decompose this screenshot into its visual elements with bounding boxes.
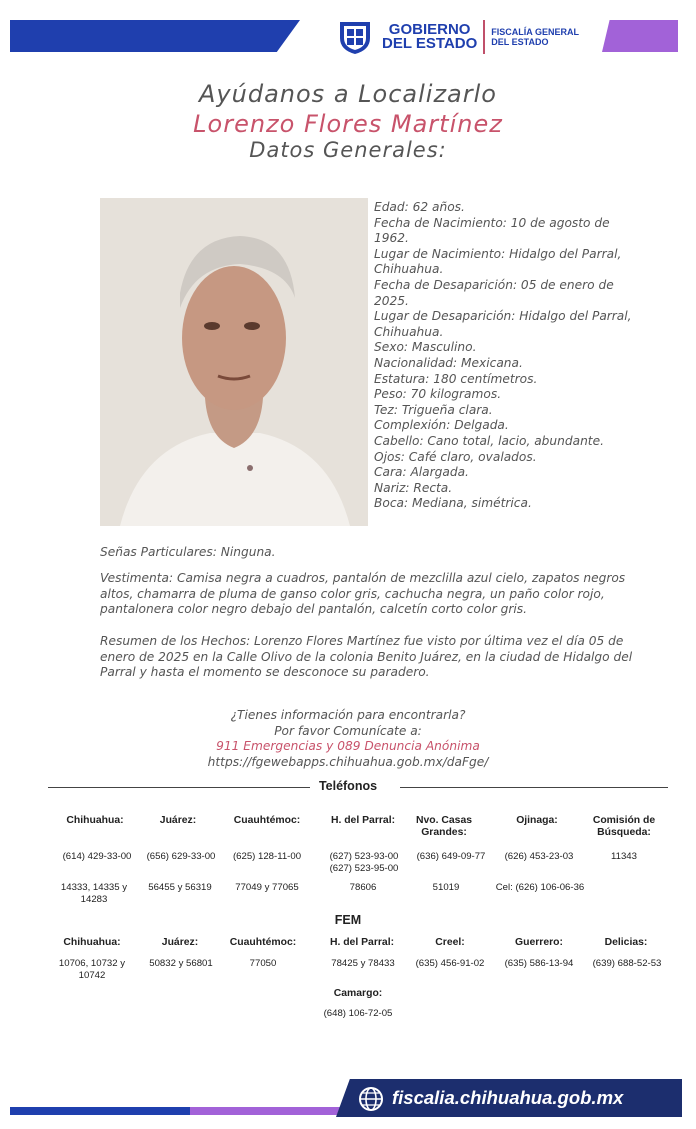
detail-line: Nacionalidad: Mexicana. [374, 355, 523, 370]
detail-line: 1962. [374, 231, 409, 246]
fiscalia-label [491, 27, 579, 47]
person-photo-illustration [100, 198, 368, 526]
fiscalia-website-link[interactable]: fiscalia.chihuahua.gob.mx [392, 1087, 624, 1108]
gov-line1: GOBIERNO [388, 21, 471, 38]
fem-val-camargo: (648) 106-72-05 [323, 1008, 393, 1019]
tel-head-comision-busqueda: Comisión de Búsqueda: [592, 815, 656, 838]
detail-line: Complexión: Delgada. [374, 418, 509, 433]
section-title: Datos Generales: [249, 138, 447, 162]
detail-line: Tez: Trigueña clara. [374, 402, 493, 417]
resumen-line: Parral y hasta el momento se desconoce su paradero. [100, 665, 430, 680]
footer-purple-strip [190, 1107, 340, 1115]
fem-head-chihuahua: Chihuahua: [63, 937, 121, 948]
page-title: Ayúdanos a Localizarlo [199, 80, 497, 108]
resumen-hechos [100, 634, 640, 681]
tel-ext-ojinaga: Cel: (626) 106-06-36 [495, 882, 585, 893]
gov-line2: DEL ESTADO [382, 35, 478, 52]
tel-head-chihuahua: Chihuahua: [66, 815, 124, 826]
state-shield-icon [336, 18, 374, 56]
detail-line: Lugar de Desaparición: Hidalgo del Parral, [374, 309, 632, 324]
fem-head-guerrero: Guerrero: [515, 937, 563, 948]
tel-head-ojinaga: Ojinaga: [516, 815, 558, 826]
tel-phone-ojinaga: (626) 453-23-03 [504, 851, 574, 862]
fem-head-cuauhtemoc: Cuauhtémoc: [229, 937, 297, 948]
detail-line: Peso: 70 kilogramos. [374, 387, 502, 402]
fem-head-camargo: Camargo: [333, 988, 383, 999]
missing-person-name: Lorenzo Flores Martínez [193, 110, 503, 138]
fem-val-chihuahua: 10706, 10732 y 10742 [58, 958, 126, 981]
vestimenta-line: altos, chamarra de pluma de ganso color gris, cachucha negra, un paño color rojo, [100, 586, 605, 601]
fem-val-cuauhtemoc: 77050 [249, 958, 277, 969]
fem-val-juarez: 50832 y 56801 [149, 958, 213, 969]
fem-head-creel: Creel: [435, 937, 465, 948]
tel-ext-cuauhtemoc: 77049 y 77065 [235, 882, 299, 893]
contact-question: ¿Tienes información para encontrarla? [230, 708, 466, 722]
detail-line: Nariz: Recta. [374, 480, 453, 495]
fiscalia-line2: DEL ESTADO [491, 37, 549, 47]
tel-phone-chihuahua: (614) 429-33-00 [62, 851, 132, 862]
tel-phone-nvo-casas-grandes: (636) 649-09-77 [416, 851, 486, 862]
tel-phone-comision-busqueda: 11343 [611, 851, 637, 862]
detail-line: Cabello: Cano total, lacio, abundante. [374, 433, 604, 448]
detail-line: Chihuahua. [374, 262, 444, 277]
fem-val-delicias: (639) 688-52-53 [592, 958, 662, 969]
tel-ext-nvo-casas-grandes: 51019 [432, 882, 460, 893]
general-details [374, 200, 644, 512]
contact-please: Por favor Comunícate a: [274, 723, 422, 738]
gobierno-label [382, 23, 477, 51]
telefonos-title: Teléfonos [318, 779, 378, 793]
tel-head-nvo-casas-grandes: Nvo. Casas Grandes: [415, 815, 473, 838]
tel-phone-parral: (627) 523-93-00 (627) 523-95-00 [329, 851, 399, 874]
detail-line: Boca: Mediana, simétrica. [374, 496, 532, 511]
contact-section [0, 708, 696, 770]
logo-separator [483, 20, 485, 54]
tel-ext-parral: 78606 [349, 882, 377, 893]
tel-head-parral: H. del Parral: [330, 815, 396, 826]
detail-line: Sexo: Masculino. [374, 340, 477, 355]
emergency-numbers: 911 Emergencias y 089 Denuncia Anónima [216, 739, 480, 754]
detail-line: 2025. [374, 293, 409, 308]
fem-val-guerrero: (635) 586-13-94 [504, 958, 574, 969]
detail-line: Cara: Alargada. [374, 465, 469, 480]
detail-line: Chihuahua. [374, 324, 444, 339]
detail-line: Fecha de Desaparición: 05 de enero de [374, 277, 614, 292]
header-purple-bar [602, 20, 678, 52]
fem-head-parral: H. del Parral: [329, 937, 395, 948]
report-url-link[interactable]: https://fgewebapps.chihuahua.gob.mx/daFge/ [207, 754, 489, 769]
tel-ext-chihuahua: 14333, 14335 y 14283 [60, 882, 128, 905]
detail-line: Fecha de Nacimiento: 10 de agosto de [374, 215, 610, 230]
fem-head-delicias: Delicias: [604, 937, 648, 948]
tel-head-juarez: Juárez: [159, 815, 197, 826]
person-photo [100, 198, 368, 526]
globe-icon [358, 1086, 384, 1112]
fem-val-parral: 78425 y 78433 [331, 958, 395, 969]
fem-val-creel: (635) 456-91-02 [415, 958, 485, 969]
detail-line: Estatura: 180 centímetros. [374, 371, 538, 386]
government-logo [336, 18, 579, 56]
detail-line: Edad: 62 años. [374, 200, 465, 214]
vestimenta-line: Vestimenta: Camisa negra a cuadros, pantalón de mezclilla azul cielo, zapatos negros [100, 571, 626, 585]
vestimenta-line: pantalonera color negro debajo del pantalón, calcetín corto color gris. [100, 602, 527, 617]
tel-phone-cuauhtemoc: (625) 128-11-00 [232, 851, 302, 862]
footer-blue-strip [10, 1107, 190, 1115]
fem-title: FEM [334, 913, 362, 927]
fiscalia-line1: FISCALÍA GENERAL [491, 27, 579, 37]
tel-phone-juarez: (656) 629-33-00 [146, 851, 216, 862]
resumen-line: Resumen de los Hechos: Lorenzo Flores Martínez fue visto por última vez el día 05 de [100, 634, 624, 648]
tel-head-cuauhtemoc: Cuauhtémoc: [233, 815, 301, 826]
vestimenta [100, 571, 640, 618]
fem-head-juarez: Juárez: [161, 937, 199, 948]
detail-line: Lugar de Nacimiento: Hidalgo del Parral, [374, 246, 622, 261]
tel-ext-juarez: 56455 y 56319 [148, 882, 212, 893]
detail-line: Ojos: Café claro, ovalados. [374, 449, 537, 464]
senas-particulares: Señas Particulares: Ninguna. [100, 545, 276, 559]
header-blue-bar [10, 20, 300, 52]
resumen-line: enero de 2025 en la Calle Olivo de la colonia Benito Juárez, en la ciudad de Hidalgo del [100, 649, 633, 664]
